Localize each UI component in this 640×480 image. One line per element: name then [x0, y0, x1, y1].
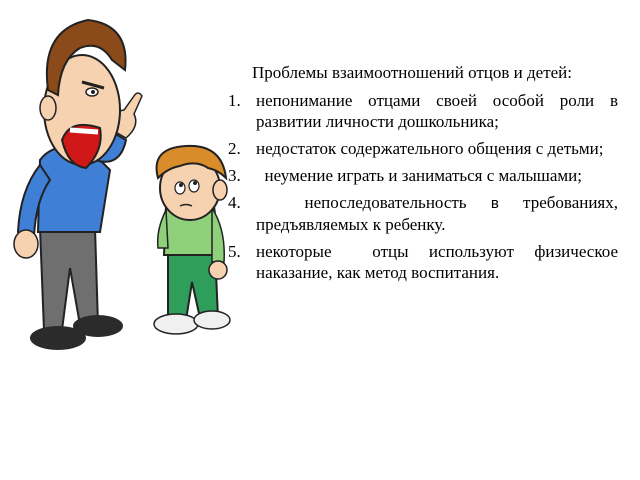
child-hand: [209, 261, 227, 279]
slide-title: Проблемы взаимоотношений отцов и детей:: [252, 63, 573, 82]
list-item-text: некоторые отцы используют физическое наказание, как метод воспитания.: [256, 242, 623, 282]
list-item-text: неумение играть и заниматься с малышами;: [256, 166, 582, 185]
father-figure: [14, 20, 142, 350]
father-right-shoe: [73, 315, 123, 337]
child-pants: [168, 250, 218, 320]
list-item-text-sans: в: [490, 195, 499, 212]
list-item-number: 5.: [228, 242, 241, 261]
list-item-text: недостаток содержательного общения с детьми;: [256, 139, 604, 158]
child-right-shoe: [194, 311, 230, 329]
list-item: [226, 241, 623, 283]
father-pants: [40, 228, 98, 330]
list-item-number: 1.: [228, 91, 241, 110]
father-left-hand: [14, 230, 38, 258]
list-item: [226, 90, 618, 132]
father-ear: [40, 96, 56, 120]
problems-list: [226, 90, 623, 283]
list-item-text: непоследовательность: [256, 193, 491, 212]
child-figure: [154, 146, 230, 334]
problems-list-section: [226, 62, 623, 289]
list-item: [226, 165, 618, 186]
list-item-number: 2.: [228, 139, 241, 158]
list-item-number: 4.: [228, 193, 241, 212]
list-item-text: непонимание отцами своей особой роли в развитии личности дошкольника;: [256, 91, 618, 131]
child-right-arm: [212, 208, 224, 262]
list-item-number: 3.: [228, 166, 241, 185]
list-item: [226, 138, 618, 159]
child-left-arm: [158, 210, 168, 248]
father-scolding-child-illustration: [0, 0, 250, 370]
child-ear: [213, 180, 227, 200]
list-item-text: требованиях, предъявляемых к ребенку.: [256, 193, 619, 234]
child-left-shoe: [154, 314, 198, 334]
list-item: [226, 192, 618, 235]
